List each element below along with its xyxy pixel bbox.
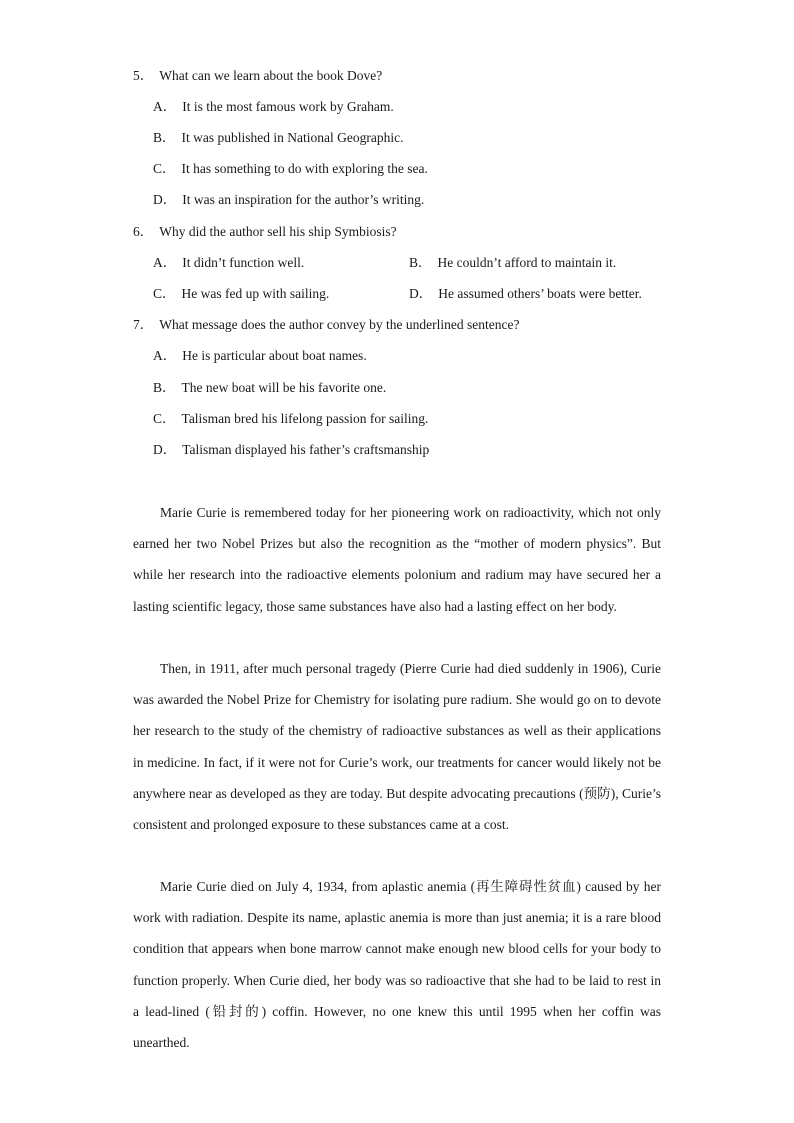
option-letter: D． [153, 192, 177, 207]
question-6 [133, 223, 397, 241]
option-letter: B． [409, 255, 432, 270]
option-letter: C． [153, 411, 176, 426]
passage-paragraph-1: Marie Curie is remembered today for her pioneering work on radioactivity, which not only earned her two Nobel Prizes but also the recognition as the “mother of modern physics”. But while her research into the radioactive elements polonium and radium may have secured her a lasting scientific legacy, those same substances have also had a lasting effect on her body. [133, 505, 661, 614]
option-letter: B． [153, 130, 176, 145]
question-stem: What can we learn about the book Dove? [159, 68, 383, 83]
option-text: It has something to do with exploring the sea. [181, 161, 428, 176]
option-text: It is the most famous work by Graham. [182, 99, 394, 114]
option-letter: A． [153, 99, 177, 114]
option-letter: A． [153, 255, 177, 270]
option-letter: A． [153, 348, 177, 363]
passage-paragraph-2: Then, in 1911, after much personal tragedy (Pierre Curie had died suddenly in 1906), Curie was awarded the Nobel Prize for Chemistry for isolating pure radium. She would go on to devote her research to the study of the chemistry of radioactive substances as well as their applications in medicine. In fact, if it were not for Curie’s work, our treatments for cancer would likely not be anywhere near as developed as they are today. But despite advocating precautions (预防), Curie’s consistent and prolonged exposure to these substances came at a cost. [133, 661, 661, 833]
option-text: It was published in National Geographic. [181, 130, 404, 145]
question-stem: Why did the author sell his ship Symbiosis? [159, 224, 397, 239]
option-letter: D． [409, 286, 433, 301]
option-letter: D． [153, 442, 177, 457]
option-text: He was fed up with sailing. [181, 286, 330, 301]
question-stem: What message does the author convey by the underlined sentence? [159, 317, 520, 332]
option-7a [153, 347, 367, 365]
option-7c [153, 410, 428, 428]
option-text: Talisman displayed his father’s craftsmanship [182, 442, 430, 457]
question-number: 7． [133, 317, 154, 332]
option-text: It was an inspiration for the author’s writing. [182, 192, 425, 207]
option-6c [153, 285, 329, 303]
question-5 [133, 67, 382, 85]
option-letter: B． [153, 380, 176, 395]
option-5b [153, 129, 403, 147]
option-7d [153, 441, 429, 459]
passage-paragraph-3: Marie Curie died on July 4, 1934, from aplastic anemia (再生障碍性贫血) caused by her work with radiation. Despite its name, aplastic anemia is more than just anemia; it is a rare blood condition that appears when bone marrow cannot make enough new blood cells for your body to function properly. When Curie died, her body was so radioactive that she had to be laid to rest in a lead-lined (铅封的) coffin. However, no one knew this until 1995 when her coffin was unearthed. [133, 879, 661, 1051]
option-letter: C． [153, 286, 176, 301]
option-5d [153, 191, 424, 209]
option-6b [409, 254, 616, 272]
question-number: 6． [133, 224, 154, 239]
option-6a [153, 254, 304, 272]
option-7b [153, 379, 386, 397]
option-text: Talisman bred his lifelong passion for sailing. [181, 411, 429, 426]
option-letter: C． [153, 161, 176, 176]
option-text: He assumed others’ boats were better. [438, 286, 642, 301]
option-text: The new boat will be his favorite one. [181, 380, 387, 395]
option-6d [409, 285, 642, 303]
option-text: He is particular about boat names. [182, 348, 367, 363]
option-text: He couldn’t afford to maintain it. [437, 255, 617, 270]
question-7 [133, 316, 520, 334]
option-5a [153, 98, 394, 116]
question-number: 5． [133, 68, 154, 83]
option-5c [153, 160, 428, 178]
option-text: It didn’t function well. [182, 255, 305, 270]
